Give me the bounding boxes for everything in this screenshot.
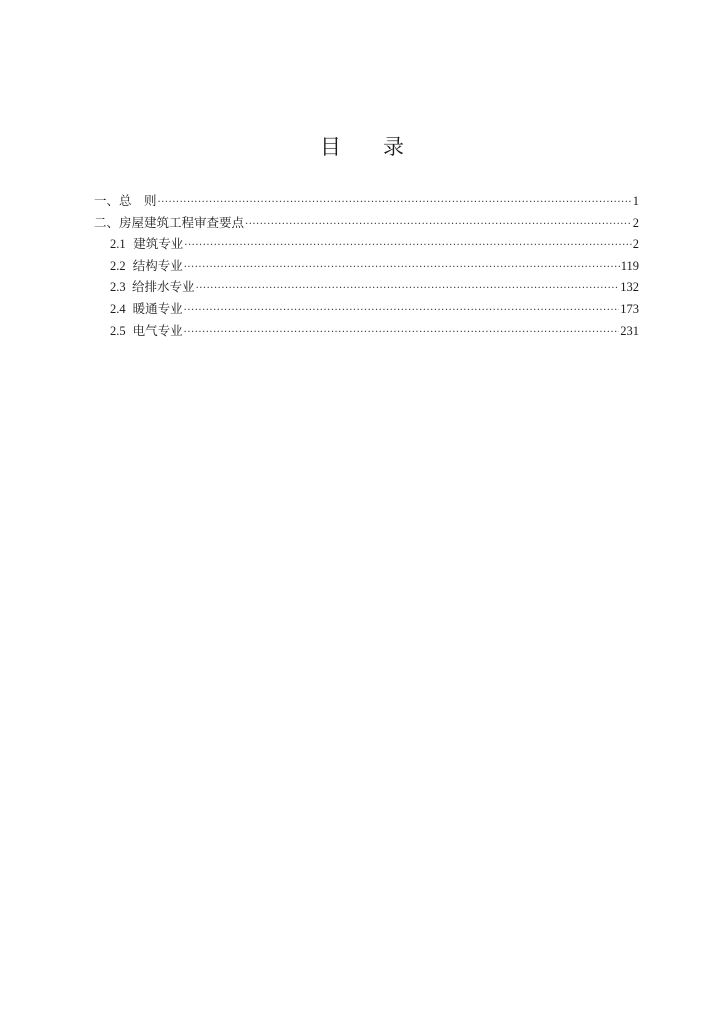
dot-leader: [245, 214, 632, 236]
dot-leader: [184, 300, 620, 322]
toc-entry-page: 1: [632, 194, 639, 208]
toc-entry-label: 暖通专业: [132, 300, 183, 316]
toc-entry-label: 建筑专业: [133, 236, 184, 252]
toc-entry-label: 二、房屋建筑工程审查要点: [94, 214, 245, 230]
dot-leader: [196, 278, 620, 300]
title-char-2: 录: [383, 135, 404, 159]
toc-entry-structure[interactable]: [94, 255, 639, 277]
toc-entry-label: 结构专业: [132, 257, 183, 273]
table-of-contents: [94, 190, 639, 341]
toc-entry-page: 119: [620, 258, 639, 273]
dot-leader: [184, 257, 620, 279]
toc-entry-number: 2.2: [110, 258, 126, 273]
toc-entry-number: 2.1: [110, 237, 126, 252]
toc-entry-label: 给排水专业: [132, 279, 195, 295]
toc-entry-label: 电气专业: [132, 322, 183, 338]
toc-entry-page: 2: [632, 237, 639, 252]
page-title: [0, 133, 724, 161]
toc-entry-page: 173: [620, 301, 639, 316]
toc-entry-page: 132: [620, 280, 639, 295]
toc-entry-architecture[interactable]: [94, 233, 639, 255]
toc-entry-general-principles[interactable]: [94, 190, 639, 212]
toc-entry-page: 2: [632, 215, 639, 230]
dot-leader: [184, 322, 620, 344]
dot-leader: [184, 235, 631, 257]
toc-entry-number: 2.5: [110, 323, 126, 338]
toc-entry-plumbing[interactable]: [94, 276, 639, 298]
title-char-1: 目: [320, 135, 341, 159]
toc-entry-hvac[interactable]: [94, 298, 639, 320]
dot-leader: [158, 192, 632, 214]
toc-entry-number: 2.3: [110, 280, 126, 295]
toc-entry-page: 231: [620, 323, 639, 338]
toc-entry-review-points[interactable]: [94, 212, 639, 234]
toc-entry-electrical[interactable]: [94, 320, 639, 342]
toc-entry-number: 2.4: [110, 301, 126, 316]
toc-entry-label: 一、总 则: [94, 193, 157, 208]
